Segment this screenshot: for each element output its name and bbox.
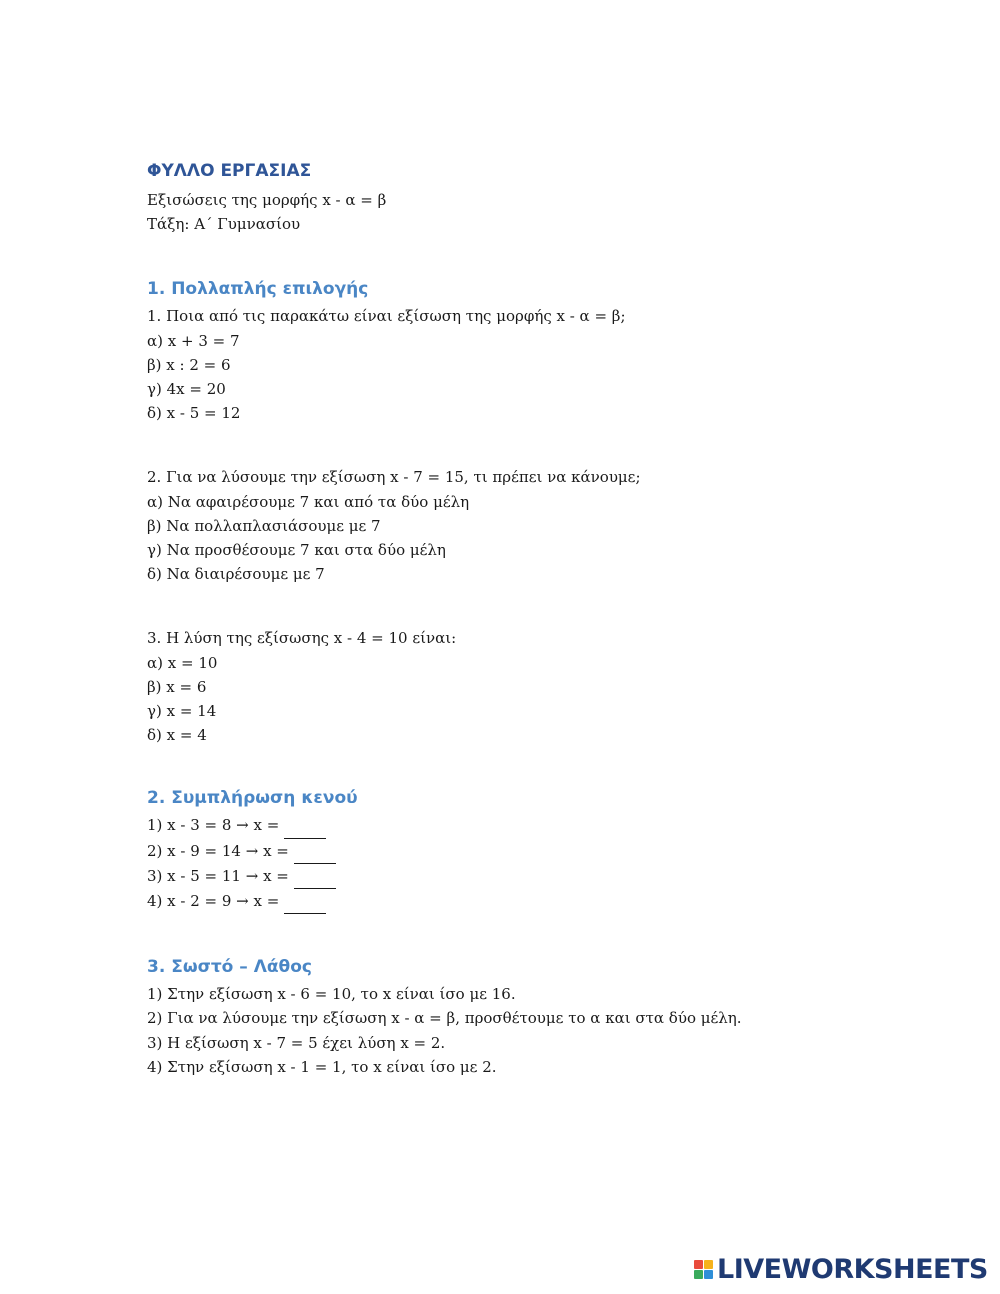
option[interactable]: γ) 4x = 20 <box>147 380 226 399</box>
answer-blank[interactable] <box>294 864 336 889</box>
answer-blank[interactable] <box>294 839 336 864</box>
true-false-item[interactable]: 2) Για να λύσουμε την εξίσωση x - α = β, προσθέτουμε το α και στα δύο μέλη. <box>147 1009 742 1028</box>
subtitle: Εξισώσεις της μορφής x - α = β <box>147 191 387 209</box>
question-2 <box>147 465 907 586</box>
question-1 <box>147 304 907 425</box>
fill-item: 3) x - 5 = 11 → x = <box>147 864 907 889</box>
fill-item: 2) x - 9 = 14 → x = <box>147 839 907 864</box>
logo-mark-red <box>694 1260 703 1269</box>
fill-item: 1) x - 3 = 8 → x = <box>147 813 907 838</box>
option[interactable]: δ) x - 5 = 12 <box>147 404 241 423</box>
section-multiple-choice <box>147 276 907 747</box>
option[interactable]: β) Να πολλαπλασιάσουμε με 7 <box>147 516 381 535</box>
section-fill-blank <box>147 785 907 914</box>
answer-blank[interactable] <box>284 889 326 914</box>
question-text: 2. Για να λύσουμε την εξίσωση x - 7 = 15, τι πρέπει να κάνουμε; <box>147 468 641 487</box>
section-heading: 1. Πολλαπλής επιλογής <box>147 279 369 300</box>
logo-mark-yellow <box>704 1260 713 1269</box>
true-false-item[interactable]: 3) Η εξίσωση x - 7 = 5 έχει λύση x = 2. <box>147 1033 446 1052</box>
true-false-item[interactable]: 4) Στην εξίσωση x - 1 = 1, το x είναι ίσο με 2. <box>147 1057 497 1076</box>
logo-mark-blue <box>704 1270 713 1279</box>
question-text: 1. Ποια από τις παρακάτω είναι εξίσωση της μορφής x - α = β; <box>147 307 626 326</box>
worksheet-header <box>147 158 907 236</box>
option[interactable]: δ) Να διαιρέσουμε με 7 <box>147 565 325 584</box>
option[interactable]: γ) Να προσθέσουμε 7 και στα δύο μέλη <box>147 541 446 560</box>
section-true-false <box>147 954 907 1079</box>
option[interactable]: α) x + 3 = 7 <box>147 331 240 350</box>
answer-blank[interactable] <box>284 813 326 838</box>
section-heading: 2. Συμπλήρωση κενού <box>147 788 358 809</box>
option[interactable]: δ) x = 4 <box>147 726 207 745</box>
true-false-item[interactable]: 1) Στην εξίσωση x - 6 = 10, το x είναι ίσο με 16. <box>147 985 516 1004</box>
page-title: ΦΥΛΛΟ ΕΡΓΑΣΙΑΣ <box>147 161 312 181</box>
worksheet <box>147 158 907 1079</box>
logo-text: LIVEWORKSHEETS <box>717 1253 988 1285</box>
liveworksheets-logo <box>694 1254 988 1284</box>
option[interactable]: α) x = 10 <box>147 653 218 672</box>
logo-mark-green <box>694 1270 703 1279</box>
section-heading: 3. Σωστό – Λάθος <box>147 957 312 978</box>
question-3 <box>147 626 907 747</box>
option[interactable]: β) x : 2 = 6 <box>147 355 231 374</box>
question-text: 3. Η λύση της εξίσωσης x - 4 = 10 είναι: <box>147 629 457 648</box>
logo-mark-icon <box>694 1260 713 1279</box>
fill-item: 4) x - 2 = 9 → x = <box>147 889 907 914</box>
option[interactable]: β) x = 6 <box>147 677 207 696</box>
grade-label: Τάξη: Α΄ Γυμνασίου <box>147 215 301 234</box>
option[interactable]: γ) x = 14 <box>147 702 217 721</box>
option[interactable]: α) Να αφαιρέσουμε 7 και από τα δύο μέλη <box>147 492 470 511</box>
